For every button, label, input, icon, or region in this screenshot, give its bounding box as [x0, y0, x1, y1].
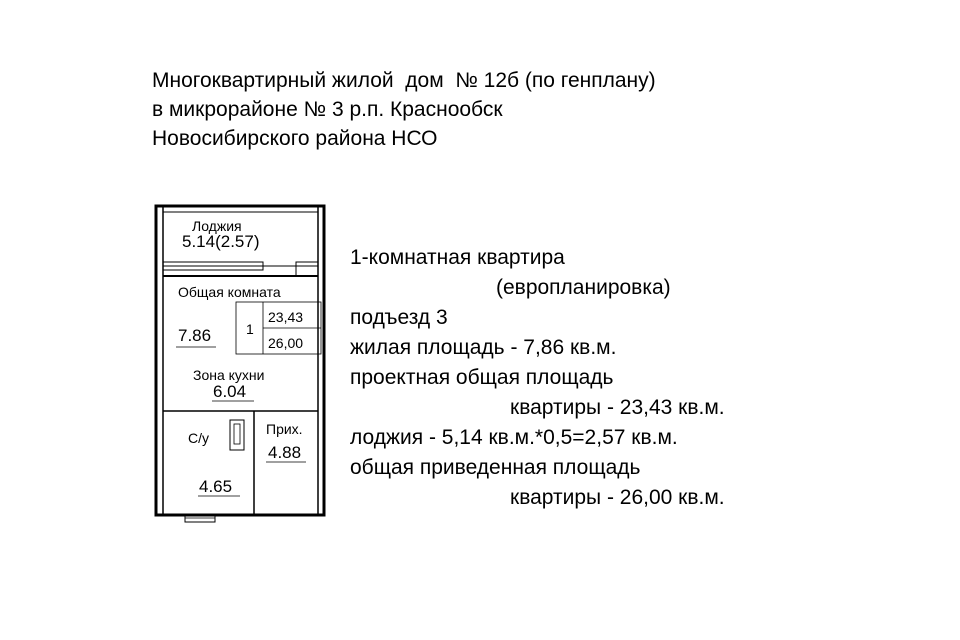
loggia-area: 5.14(2.57) — [182, 232, 260, 251]
hall-label: Прих. — [266, 421, 303, 437]
outer-wall — [156, 206, 324, 515]
apartment-info — [350, 243, 725, 513]
total-area-value: 23,43 — [268, 309, 304, 325]
info-line-4: жилая площадь - 7,86 кв.м. — [350, 336, 617, 359]
room-label: Общая комната — [178, 284, 281, 300]
loggia-door — [296, 262, 318, 276]
info-line-1: 1-комнатная квартира — [350, 246, 565, 269]
apartment-number: 1 — [246, 321, 254, 337]
kitchen-label: Зона кухни — [193, 367, 265, 383]
info-line-8: общая приведенная площадь — [350, 456, 641, 479]
info-line-2: (европланировка) — [496, 276, 671, 299]
info-line-3: подъезд 3 — [350, 306, 448, 329]
info-line-5: проектная общая площадь — [350, 366, 614, 389]
bathroom-area: 4.65 — [199, 477, 233, 496]
room-area: 7.86 — [178, 326, 212, 345]
bathroom-label: С/у — [188, 430, 209, 446]
hall-area: 4.88 — [268, 443, 302, 462]
info-line-6: квартиры - 23,43 кв.м. — [510, 396, 725, 419]
reduced-area-value: 26,00 — [268, 335, 304, 351]
loggia-label: Лоджия — [192, 218, 242, 234]
info-line-9: квартиры - 26,00 кв.м. — [510, 486, 725, 509]
info-line-7: лоджия - 5,14 кв.м.*0,5=2,57 кв.м. — [350, 426, 678, 449]
bathtub — [230, 420, 244, 450]
sink — [234, 424, 240, 444]
title-line-1: Многоквартирный жилой дом № 12б (по генплану) — [152, 69, 656, 92]
kitchen-area: 6.04 — [213, 382, 247, 401]
title-line-3: Новосибирского района НСО — [152, 127, 438, 150]
title-line-2: в микрорайоне № 3 р.п. Краснообск — [152, 98, 503, 121]
